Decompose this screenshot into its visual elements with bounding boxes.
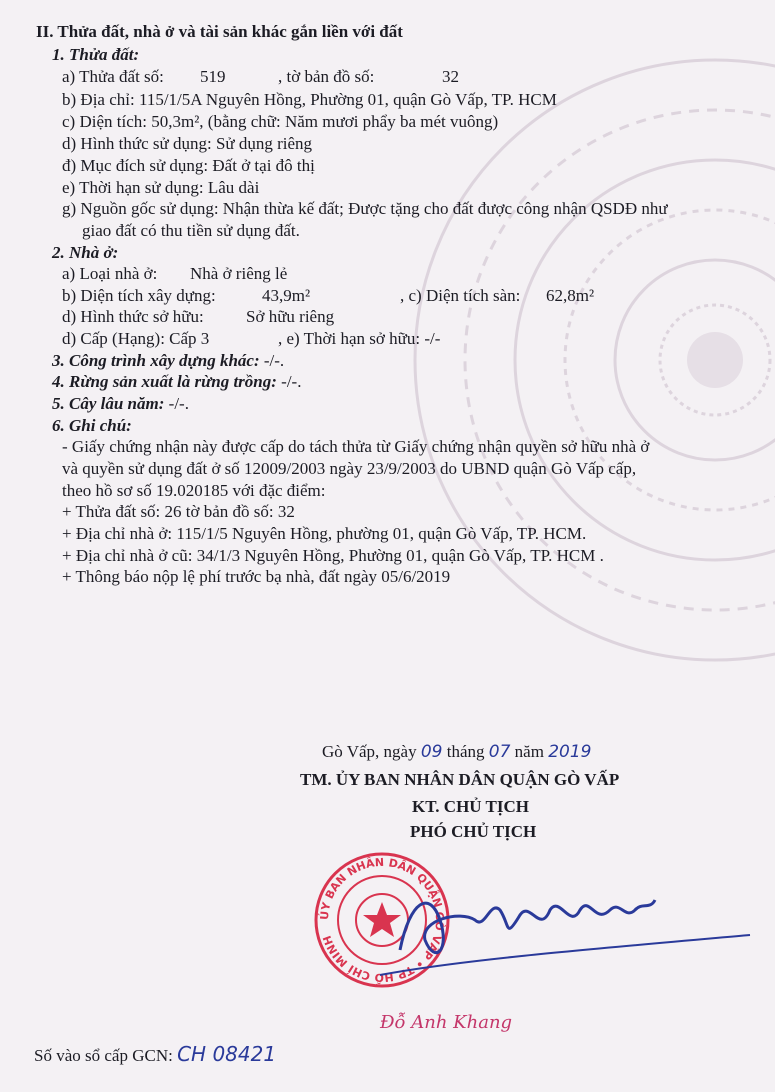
perennial-trees-value: -/-. <box>164 394 189 413</box>
land-use-form: d) Hình thức sử dụng: Sử dụng riêng <box>62 134 313 153</box>
house-type-label: a) Loại nhà ở: <box>62 264 158 283</box>
handwritten-signature <box>380 880 760 990</box>
perennial-trees <box>52 394 189 414</box>
note-line: + Thông báo nộp lệ phí trước bạ nhà, đất ngày 05/6/2019 <box>62 567 451 586</box>
deputy-line: KT. CHỦ TỊCH <box>412 797 529 816</box>
ownership-value: Sở hữu riêng <box>246 307 335 326</box>
house-heading: 2. Nhà ở: <box>52 243 119 262</box>
land-heading: 1. Thửa đất: <box>52 45 140 64</box>
planted-forest-value: -/-. <box>276 372 302 391</box>
other-works-value: -/-. <box>259 351 285 370</box>
signer-name: Đỗ Anh Khang <box>380 1012 513 1033</box>
drum-watermark <box>395 40 775 680</box>
planted-forest-label: 4. Rừng sản xuất là rừng trồng: <box>52 372 277 391</box>
planted-forest <box>52 372 301 392</box>
signing-month: 07 <box>488 742 511 762</box>
svg-text:ỦY BAN NHÂN DÂN QUẬN GÒ VẤP •: ỦY BAN NHÂN DÂN QUẬN GÒ VẤP • TP HỒ CHÍ MINH <box>317 855 447 985</box>
land-origin-cont: giao đất có thu tiền sử dụng đất. <box>82 221 300 240</box>
parcel-number: 519 <box>200 67 226 86</box>
signing-year: 2019 <box>548 742 592 762</box>
section-title: II. Thửa đất, nhà ở và tài sản khác gắn liền với đất <box>36 22 403 41</box>
registry-label: Số vào sổ cấp GCN: <box>34 1046 173 1065</box>
note-line: theo hồ sơ số 19.020185 với đặc điểm: <box>62 481 326 500</box>
note-line: + Thửa đất số: 26 tờ bản đồ số: 32 <box>62 502 295 521</box>
notes-heading: 6. Ghi chú: <box>52 416 132 435</box>
note-line: - Giấy chứng nhận này được cấp do tách thửa từ Giấy chứng nhận quyền sở hữu nhà ở <box>62 437 650 456</box>
year-label: năm <box>514 742 544 761</box>
signing-day: 09 <box>420 742 443 762</box>
note-line: + Địa chỉ nhà ở cũ: 34/1/3 Nguyên Hồng, Phường 01, quận Gò Vấp, TP. HCM . <box>62 546 604 565</box>
signing-place: Gò Vấp, ngày <box>322 742 417 761</box>
ownership-label: d) Hình thức sở hữu: <box>62 307 204 326</box>
other-works <box>52 351 284 371</box>
house-type-value: Nhà ở riêng lẻ <box>190 264 288 283</box>
signing-date <box>322 742 591 762</box>
land-purpose: đ) Mục đích sử dụng: Đất ở tại đô thị <box>62 156 315 175</box>
note-line: + Địa chỉ nhà ở: 115/1/5 Nguyên Hồng, phường 01, quận Gò Vấp, TP. HCM. <box>62 524 587 543</box>
house-grade: d) Cấp (Hạng): Cấp 3 <box>62 329 210 348</box>
issuing-authority: TM. ỦY BAN NHÂN DÂN QUẬN GÒ VẤP <box>300 770 620 789</box>
land-term: e) Thời hạn sử dụng: Lâu dài <box>62 178 260 197</box>
perennial-trees-label: 5. Cây lâu năm: <box>52 394 165 413</box>
month-label: tháng <box>446 742 485 761</box>
note-line: và quyền sử dụng đất ở số 12009/2003 ngày 23/9/2003 do UBND quận Gò Vấp cấp, <box>62 459 637 478</box>
land-address: b) Địa chỉ: 115/1/5A Nguyên Hồng, Phường 01, quận Gò Vấp, TP. HCM <box>62 90 557 109</box>
floor-area-value: 62,8m² <box>546 286 595 305</box>
built-area-label: b) Diện tích xây dựng: <box>62 286 216 305</box>
land-origin: g) Nguồn gốc sử dụng: Nhận thừa kế đất; Được tặng cho đất được công nhận QSDĐ như <box>62 199 668 218</box>
signer-title: PHÓ CHỦ TỊCH <box>410 822 537 841</box>
other-works-label: 3. Công trình xây dựng khác: <box>52 351 260 370</box>
land-area: c) Diện tích: 50,3m², (bằng chữ: Năm mươi phẩy ba mét vuông) <box>62 112 499 131</box>
built-area-value: 43,9m² <box>262 286 311 305</box>
floor-area-label: , c) Diện tích sàn: <box>400 286 521 305</box>
parcel-label: a) Thửa đất số: <box>62 67 164 86</box>
map-number: 32 <box>442 67 459 86</box>
registry-line <box>34 1044 276 1066</box>
ownership-term: , e) Thời hạn sở hữu: -/- <box>278 329 441 348</box>
map-label: , tờ bản đồ số: <box>278 67 375 86</box>
registry-number: CH 08421 <box>177 1042 277 1066</box>
